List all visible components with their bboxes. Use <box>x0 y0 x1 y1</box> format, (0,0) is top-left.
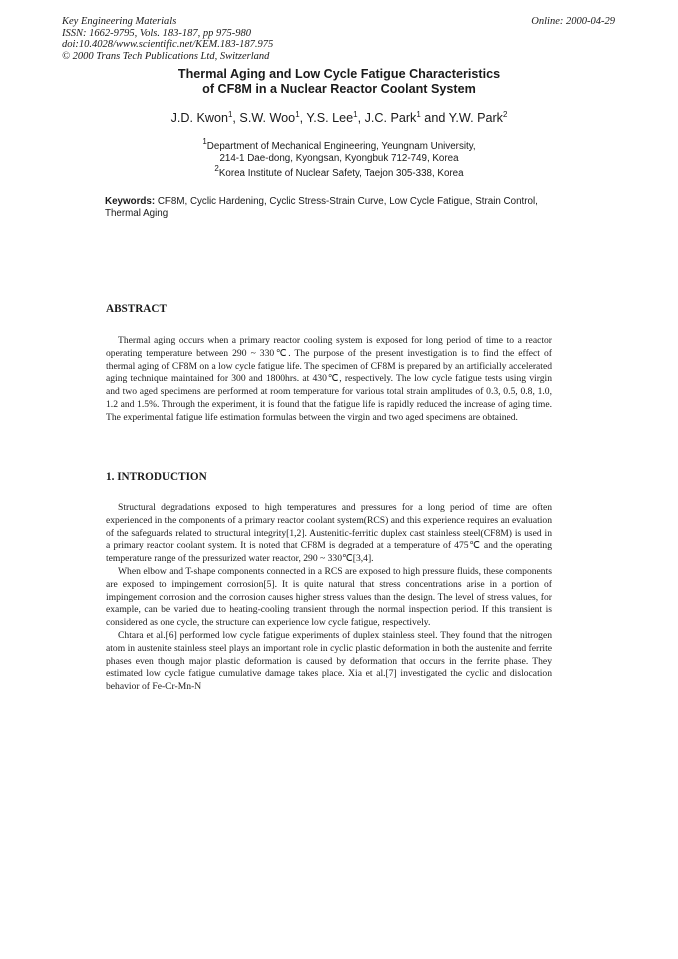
author-list <box>0 110 678 125</box>
affiliation-line: Korea Institute of Nuclear Safety, Taejon 305-338, Korea <box>218 168 464 179</box>
abstract-heading: ABSTRACT <box>106 303 167 315</box>
introduction-paragraph-3: Chtara et al.[6] performed low cycle fatigue experiments of duplex stainless steel. They found that the nitrogen atom in austenite stainless steel plays an important role in cyclic plastic deformation in both the austenite and ferrite phases even though major plastic deformation is caused by deformation that occurs in the ferrite phase. They estimated low cycle fatigue cumulative damage takes place. Xia et al.[7] investigated the cyclic and dislocation behavior of Fe-Cr-Mn-N <box>106 629 552 693</box>
introduction-paragraph-2: When elbow and T-shape components connected in a RCS are exposed to high pressure fluids, these components are exposed to impingement corrosion[5]. It is quite natural that stress concentrations arise in a portion of impingement corrosion and the corrosion causes higher stress values than the design. The level of stress values, for example, can be varied due to heating-cooling transient through the normal inspection period. If this transient is considered as one cycle, the structure can experience low cycle fatigue, respectively. <box>106 565 552 629</box>
journal-header <box>62 16 273 62</box>
keywords-label: Keywords: <box>105 196 156 207</box>
issn-line: ISSN: 1662-9795, Vols. 183-187, pp 975-980 <box>62 27 251 39</box>
author-name: Y.W. Park <box>448 111 503 125</box>
author-affil-mark: 1 <box>353 110 358 119</box>
author-affil-mark: 1 <box>416 110 421 119</box>
introduction-heading: 1. INTRODUCTION <box>106 471 207 483</box>
author-affil-mark: 1 <box>295 110 300 119</box>
abstract-paragraph: Thermal aging occurs when a primary reactor cooling system is exposed for long period of time to a reactor operating temperature between 290 ~ 330℃. The purpose of the present investigation is to find the effect of thermal aging of CF8M on a low cycle fatigue life. The specimen of CF8M is prepared by an artificially accelerated aging technique maintained for 300 and 1800hrs. at 430℃, respectively. The low cycle fatigue tests using virgin and two aged specimens are performed at room temperature for various total strain amplitudes of 0.3, 0.5, 0.8, 1.0, 1.2 and 1.5%. Through the experiment, it is found that the fatigue life is rapidly reduced the increase of aging time. The experimental fatigue life estimation formulas between the virgin and two aged specimens are obtained. <box>106 335 552 423</box>
doi-link[interactable]: doi:10.4028/www.scientific.net/KEM.183-187.975 <box>62 39 274 50</box>
title-line-1: Thermal Aging and Low Cycle Fatigue Characteristics <box>177 67 501 81</box>
author-name: S.W. Woo <box>239 111 296 125</box>
affiliation-mark: 2 <box>214 164 219 173</box>
title-line-2: of CF8M in a Nuclear Reactor Coolant System <box>202 82 476 96</box>
affiliation-line: Department of Mechanical Engineering, Yeungnam University, <box>206 141 476 152</box>
author-affil-mark: 2 <box>502 110 508 119</box>
author-separator: and <box>420 111 449 125</box>
affiliation-mark: 1 <box>202 137 207 146</box>
online-date: Online: 2000-04-29 <box>531 16 615 27</box>
author-separator: , <box>299 111 307 125</box>
author-name: J.D. Kwon <box>170 111 228 125</box>
copyright-line: © 2000 Trans Tech Publications Ltd, Switzerland <box>62 50 270 62</box>
introduction-body <box>106 502 552 694</box>
author-separator: , <box>232 111 240 125</box>
keywords-text: CF8M, Cyclic Hardening, Cyclic Stress-Strain Curve, Low Cycle Fatigue, Strain Control, Thermal Aging <box>105 196 538 219</box>
journal-name: Key Engineering Materials <box>62 16 177 27</box>
paper-title <box>0 67 678 97</box>
keywords <box>105 196 575 220</box>
author-separator: , <box>357 111 365 125</box>
affiliation-2 <box>0 163 678 180</box>
affiliation-1 <box>0 136 678 165</box>
introduction-paragraph-1: Structural degradations exposed to high temperatures and pressures for a long period of time are often experienced in the components of a primary reactor coolant system(RCS) and this experience requires an evaluation of the safeguards related to structural integrity[1,2]. Austenitic-ferritic duplex cast stainless steel(CF8M) is used in a primary reactor coolant system. It is noted that CF8M is degraded at a temperature of 475℃ and the operating temperature range of the pressurized water reactor, 290 ~ 330℃[3,4]. <box>106 502 552 565</box>
author-name: Y.S. Lee <box>306 111 354 125</box>
author-affil-mark: 1 <box>227 110 233 119</box>
author-name: J.C. Park <box>364 111 417 125</box>
abstract-body <box>106 335 552 425</box>
affiliation-line: 214-1 Dae-dong, Kyongsan, Kyongbuk 712-749, Korea <box>219 153 459 164</box>
